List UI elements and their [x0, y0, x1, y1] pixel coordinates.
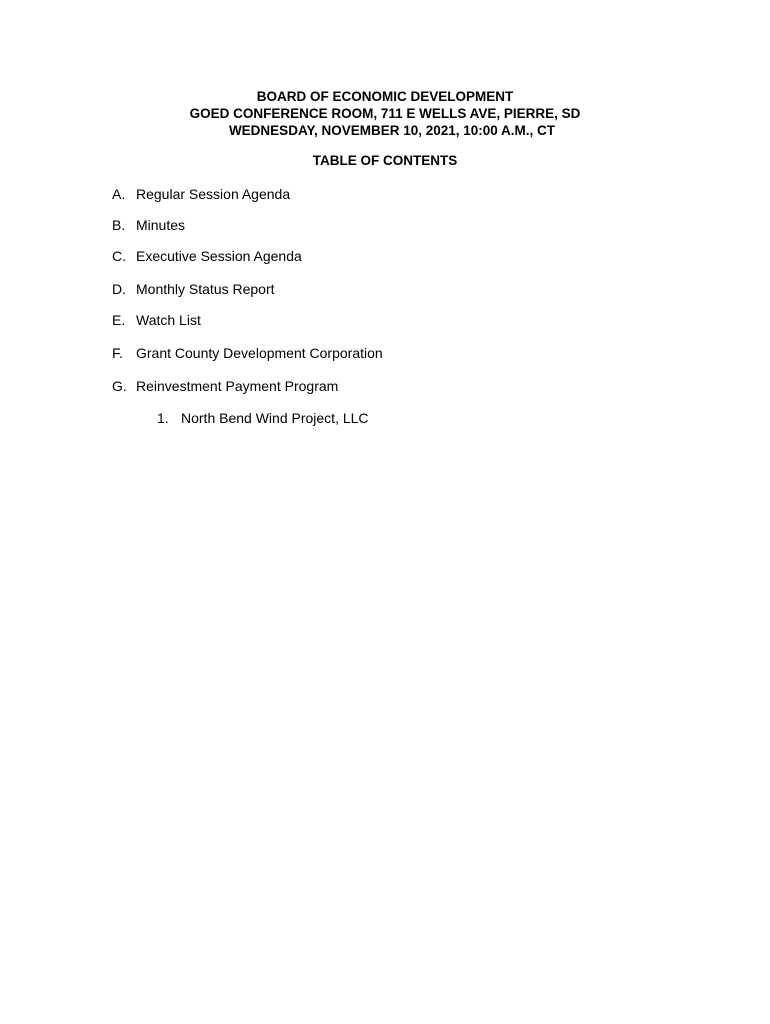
- toc-item-letter: A.: [112, 186, 126, 202]
- toc-item: [112, 345, 383, 362]
- toc-item-letter: B.: [112, 217, 126, 233]
- toc-item-label: Minutes: [136, 217, 186, 233]
- toc-item-label: Watch List: [136, 312, 201, 328]
- toc-item: [112, 248, 302, 265]
- toc-item-letter: D.: [112, 281, 126, 297]
- toc-item: [112, 186, 290, 203]
- toc-item-letter: F.: [112, 345, 123, 361]
- toc-item-letter: E.: [112, 312, 126, 328]
- meeting-location: GOED CONFERENCE ROOM, 711 E WELLS AVE, PIERRE, SD: [189, 106, 581, 121]
- toc-item: [112, 312, 201, 329]
- toc-title: TABLE OF CONTENTS: [312, 153, 458, 168]
- toc-item-label: Executive Session Agenda: [136, 248, 302, 264]
- toc-item-label: Monthly Status Report: [136, 281, 275, 297]
- toc-item: [112, 378, 338, 395]
- toc-subitem-number: 1.: [157, 410, 169, 426]
- toc-item-letter: G.: [112, 378, 127, 394]
- toc-item-label: Grant County Development Corporation: [136, 345, 383, 361]
- toc-item: [112, 281, 275, 298]
- toc-subitem-label: North Bend Wind Project, LLC: [181, 410, 369, 426]
- toc-item: [112, 217, 185, 234]
- toc-item-label: Regular Session Agenda: [136, 186, 291, 202]
- meeting-datetime: WEDNESDAY, NOVEMBER 10, 2021, 10:00 A.M., CT: [228, 123, 556, 138]
- toc-subitem: [157, 410, 369, 427]
- toc-item-letter: C.: [112, 248, 126, 264]
- board-title: BOARD OF ECONOMIC DEVELOPMENT: [256, 89, 514, 104]
- toc-item-label: Reinvestment Payment Program: [136, 378, 339, 394]
